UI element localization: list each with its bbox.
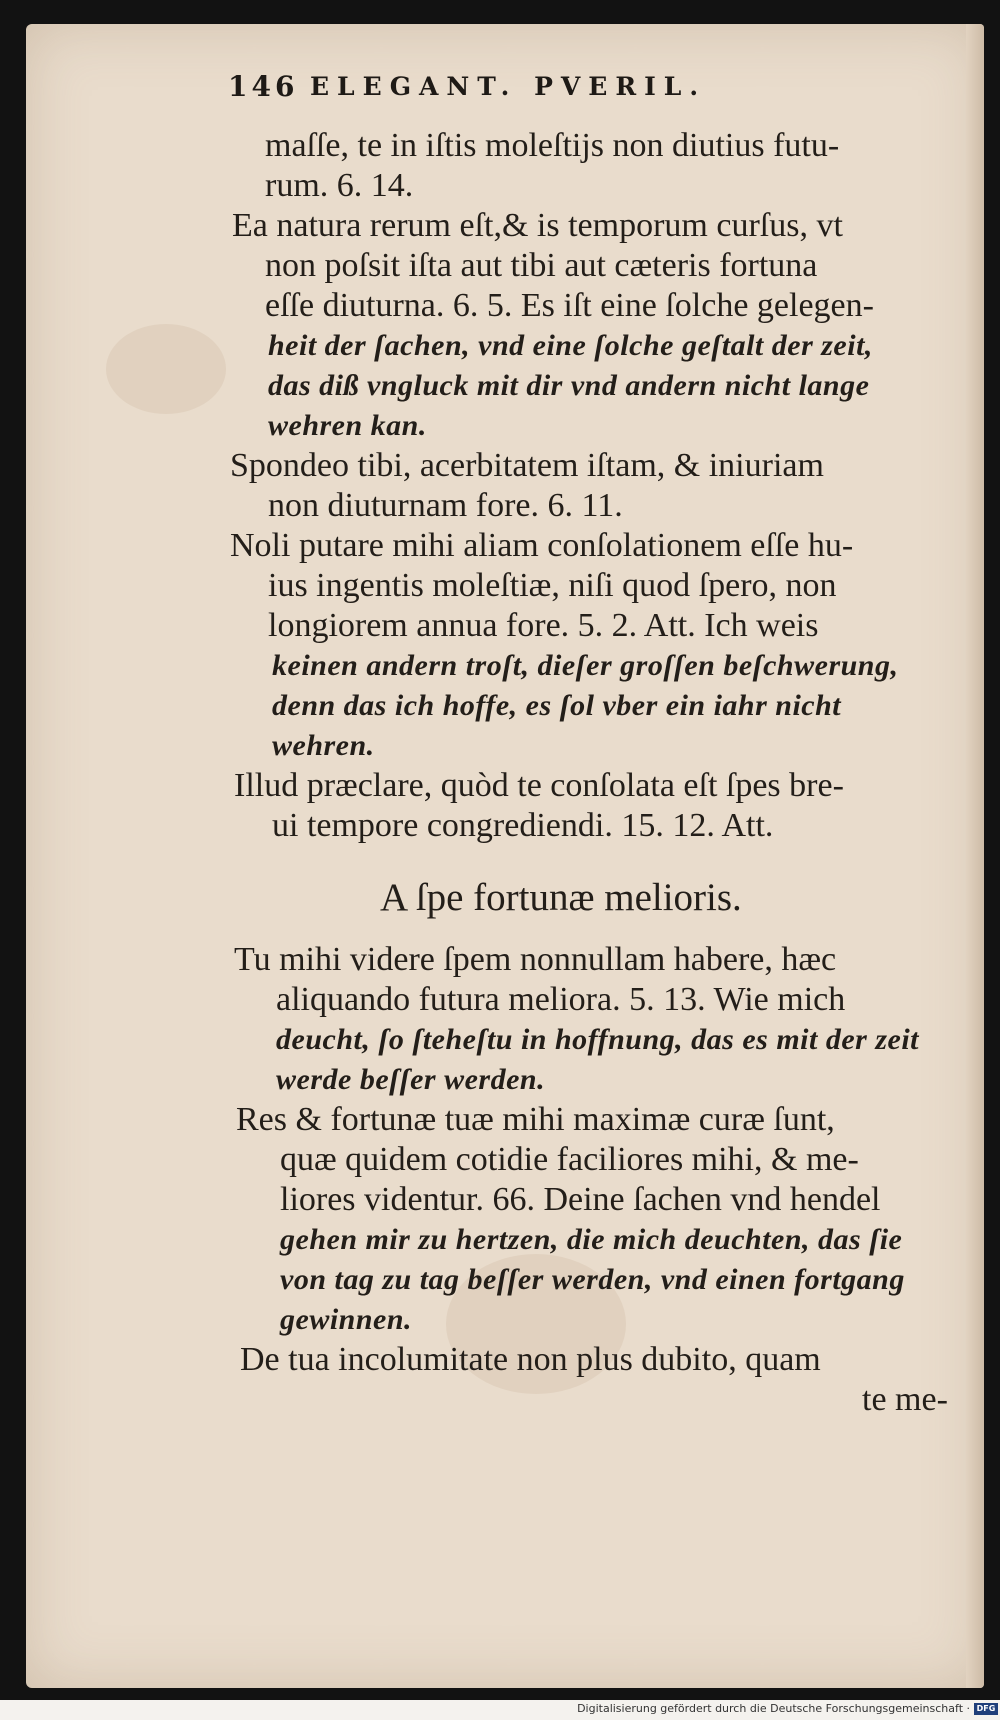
text-line: De tua incolumitate non plus dubito, quam: [240, 1341, 821, 1378]
text-line: quæ quidem cotidie faciliores mihi, & me-: [280, 1141, 859, 1178]
german-line: gehen mir zu hertzen, die mich deuchten, das ſie: [280, 1223, 903, 1256]
text-line: ius ingentis moleſtiæ, niſi quod ſpero, non: [268, 567, 837, 604]
german-line: werde beſſer werden.: [276, 1063, 546, 1096]
page-edge: [966, 24, 984, 1688]
section-heading: A ſpe fortunæ melioris.: [380, 876, 742, 919]
running-title: ELEGANT. PVERIL.: [310, 72, 707, 101]
text-line: Res & fortunæ tuæ mihi maximæ curæ ſunt,: [236, 1101, 835, 1138]
catchword: te me-: [862, 1381, 948, 1418]
german-line: gewinnen.: [280, 1303, 413, 1336]
german-line: wehren.: [272, 729, 375, 762]
text-line: liores videntur. 66. Deine ſachen vnd hendel: [280, 1181, 881, 1218]
german-line: keinen andern troſt, dieſer groſſen beſchwerung,: [272, 649, 899, 682]
german-line: wehren kan.: [268, 409, 427, 442]
german-line: heit der ſachen, vnd eine ſolche geſtalt der zeit,: [268, 329, 873, 362]
text-line: Spondeo tibi, acerbitatem iſtam, & iniuriam: [230, 447, 824, 484]
text-line: aliquando futura meliora. 5. 13. Wie mich: [276, 981, 846, 1018]
text-line: Ea natura rerum eſt,& is temporum curſus, vt: [232, 207, 843, 244]
text-line: ui tempore congrediendi. 15. 12. Att.: [272, 807, 774, 844]
text-line: eſſe diuturna. 6. 5. Es iſt eine ſolche gelegen-: [265, 287, 874, 324]
text-line: non diuturnam fore. 6. 11.: [268, 487, 623, 524]
text-line: rum. 6. 14.: [265, 167, 414, 204]
german-line: denn das ich hoffe, es ſol vber ein iahr nicht: [272, 689, 842, 722]
german-line: deucht, ſo ſteheſtu in hoffnung, das es mit der zeit: [276, 1023, 919, 1056]
text-line: Illud præclare, quòd te conſolata eſt ſpes bre-: [234, 767, 844, 804]
page-number: 146: [228, 70, 299, 103]
text-line: non poſsit iſta aut tibi aut cæteris fortuna: [265, 247, 818, 284]
text-line: longiorem annua fore. 5. 2. Att. Ich weis: [268, 607, 819, 644]
dfg-logo: DFG: [974, 1703, 998, 1715]
digitization-credit: Digitalisierung gefördert durch die Deutsche Forschungsgemeinschaft ·: [577, 1702, 970, 1715]
german-line: das diß vngluck mit dir vnd andern nicht lange: [268, 369, 870, 402]
german-line: von tag zu tag beſſer werden, vnd einen fortgang: [280, 1263, 905, 1296]
text-line: Tu mihi videre ſpem nonnullam habere, hæc: [234, 941, 837, 978]
running-header: [228, 70, 868, 110]
text-line: Noli putare mihi aliam conſolationem eſſe hu-: [230, 527, 854, 564]
paper-stain: [106, 324, 226, 414]
text-line: maſſe, te in iſtis moleſtijs non diutius futu-: [265, 127, 840, 164]
